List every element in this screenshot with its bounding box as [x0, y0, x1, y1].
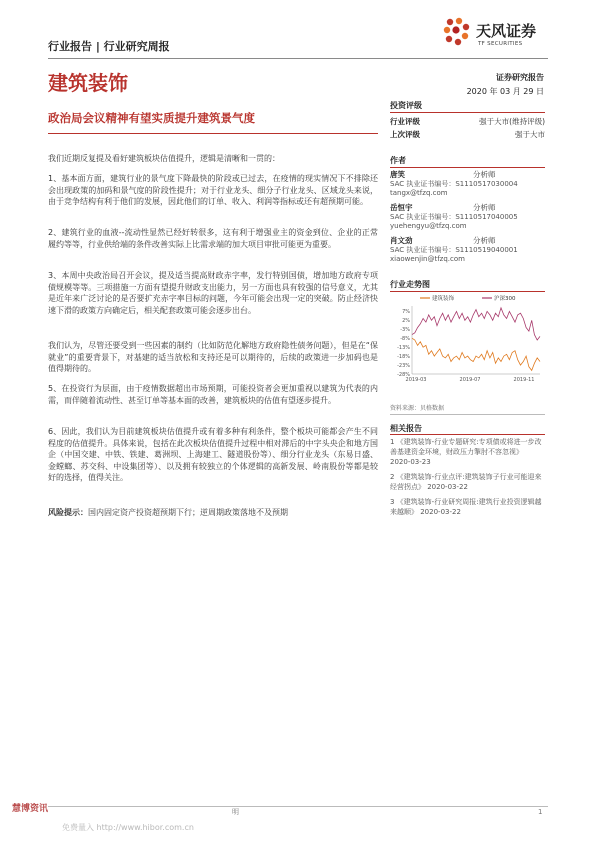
analyst-license: SAC 执业证书编号：S1110517030004	[390, 179, 518, 188]
report-subtitle: 政治局会议精神有望实质提升建筑景气度	[48, 111, 255, 125]
body-paragraph: 3、本周中央政治局召开会议，提及适当提高财政赤字率，发行特别国债，增加地方政府专项债规模等等。三项措施一方面有望提升财政支出能力，另一方面也具有较强的信号意义，尤其是近年来广泛讨论的是否要扩充赤字率目标的问题，今年可能会出现一定的突破。防止经济快速下滑的政策方向确定后，相关配套政策可能会逐步出台。	[48, 271, 378, 315]
authors-divider	[390, 167, 545, 168]
related-divider	[390, 434, 545, 435]
risk-warning	[48, 507, 378, 519]
industry-rating-row	[390, 116, 545, 127]
body-paragraph: 6、因此，我们认为目前建筑板块估值提升或有着多种有利条件，整个板块可能都会产生不同程度的估值提升。具体来说，包括在此次板块估值提升过程中相对滞后的中字头央企和地方国企（中国交建、中铁、铁建、葛洲坝、上海建工、隧道股份等）、细分行业龙头（东易日盛、金螳螂、苏交科、中设集团等）、以及拥有较独立的个体逻辑的高新发展、岭南股份等都是较好的选择，值得关注。	[48, 427, 378, 482]
y-tick-label: 2%	[402, 318, 410, 325]
analyst-card	[390, 203, 545, 232]
last-rating-row	[390, 129, 545, 140]
header-divider	[48, 58, 548, 59]
risk-label: 风险提示：	[48, 508, 88, 517]
watermark-title: 慧博资讯	[12, 804, 49, 814]
footer-text: 明	[232, 808, 239, 816]
body-paragraph: 2、建筑行业的血液--流动性显然已经好转很多，这有利于增强业主的资金到位、企业的正常履约等等，行业供给端的条件改善实际上比需求端的加大项目审批可能更为重要。	[48, 228, 378, 249]
body-paragraph: 我们认为，尽管还要受到一些因素的制约（比如防范化解地方政府隐性债务问题），但是在“保就业”的重要背景下，对基建的适当放松和支持还是可以期待的，后续的政策进一步加码也是值得期待的。	[48, 341, 378, 373]
trend-heading: 行业走势图	[390, 280, 430, 289]
industry-rating-label: 行业评级	[390, 117, 420, 126]
trend-chart	[390, 292, 545, 384]
analyst-name: 岳恒宇	[390, 203, 413, 212]
related-heading: 相关报告	[390, 424, 422, 433]
x-tick-label: 2019-03	[405, 377, 427, 383]
page-number: 1	[538, 808, 543, 816]
analyst-email[interactable]: xiaowenjin@tfzq.com	[390, 255, 465, 263]
report-category: 行业报告 | 行业研究周报	[48, 40, 170, 53]
related-report-link[interactable]: 3 《建筑装饰-行业研究周报:建筑行业投资逻辑越来越顺》 2020-03-22	[390, 498, 542, 516]
brand-name: 天风证券	[476, 22, 537, 40]
related-report-link[interactable]: 1 《建筑装饰-行业专题研究:专项债或将进一步改善基建资金环境，财政压力掣肘不容忽视》 2020-03-23	[390, 438, 542, 466]
industry-title: 建筑装饰	[48, 71, 128, 95]
authors-heading: 作者	[390, 156, 406, 165]
body-paragraph: 我们近期反复提及看好建筑板块估值提升，逻辑是清晰和一贯的：	[48, 154, 280, 163]
body-paragraph: 1、基本面方面，建筑行业的景气度下降最快的阶段或已过去，在疫情的现实情况下不排除还会出现政策的加码和景气度的阶段性提升；对于行业龙头、细分子行业龙头、区域龙头来说，由于竞争结构有利于他们的发展，因此他们的订单、收入、利润等指标或还有超预期可能。	[48, 174, 378, 206]
analyst-role: 分析师	[473, 170, 496, 179]
legend-label: 建筑装饰	[432, 296, 455, 303]
risk-text: 国内固定资产投资超预期下行；逆周期政策落地不及预期	[88, 508, 288, 517]
series-line	[412, 338, 540, 370]
analyst-role: 分析师	[473, 203, 496, 212]
analyst-email[interactable]: yuehengyu@tfzq.com	[390, 222, 467, 230]
related-report-link[interactable]: 2 《建筑装饰-行业点评:建筑装饰子行业可能迎来经营拐点》 2020-03-22	[390, 473, 542, 491]
analyst-role: 分析师	[473, 236, 496, 245]
last-rating-label: 上次评级	[390, 130, 420, 139]
brand-sub: TF SECURITIES	[478, 41, 523, 47]
subtitle-divider	[48, 133, 378, 134]
report-date: 2020 年 03 月 29 日	[466, 87, 544, 96]
report-type: 证券研究报告	[496, 73, 544, 82]
brand-logo	[440, 14, 550, 58]
footer-divider	[48, 806, 548, 807]
y-tick-label: -28%	[397, 371, 410, 378]
analyst-email[interactable]: tangx@tfzq.com	[390, 189, 448, 197]
y-tick-label: -18%	[397, 353, 410, 360]
watermark-url: 免费量入 http://www.hibor.com.cn	[62, 823, 194, 832]
last-rating-value: 强于大市	[515, 130, 545, 139]
body-paragraph: 5、在投资行为层面，由于疫情数据超出市场预期，可能投资者会更加重视以建筑为代表的内需，而伴随着流动性、甚至订单等基本面的改善，建筑板块的估值有望逐步提升。	[48, 384, 378, 405]
y-tick-label: -3%	[400, 327, 410, 334]
analyst-name: 唐笑	[390, 170, 405, 179]
analyst-card	[390, 236, 545, 265]
analyst-name: 肖文劲	[390, 236, 413, 245]
rating-heading: 投资评级	[390, 101, 422, 110]
y-tick-label: -8%	[400, 336, 410, 343]
analyst-license: SAC 执业证书编号：S1110517040005	[390, 212, 518, 221]
x-tick-label: 2019-07	[459, 377, 481, 383]
analyst-license: SAC 执业证书编号：S1110519040001	[390, 245, 518, 254]
y-tick-label: -13%	[397, 344, 410, 351]
x-tick-label: 2019-11	[513, 377, 535, 383]
chart-source: 资料来源：贝格数据	[390, 405, 445, 412]
brand-logo-icon	[440, 16, 474, 50]
legend-label: 沪深300	[494, 296, 516, 303]
rating-divider	[390, 112, 545, 113]
y-tick-label: 7%	[402, 309, 410, 316]
y-tick-label: -23%	[397, 362, 410, 369]
analyst-card	[390, 170, 545, 199]
series-line	[412, 308, 540, 340]
source-divider	[390, 414, 545, 415]
industry-rating-value: 强于大市(维持评级)	[479, 117, 545, 126]
